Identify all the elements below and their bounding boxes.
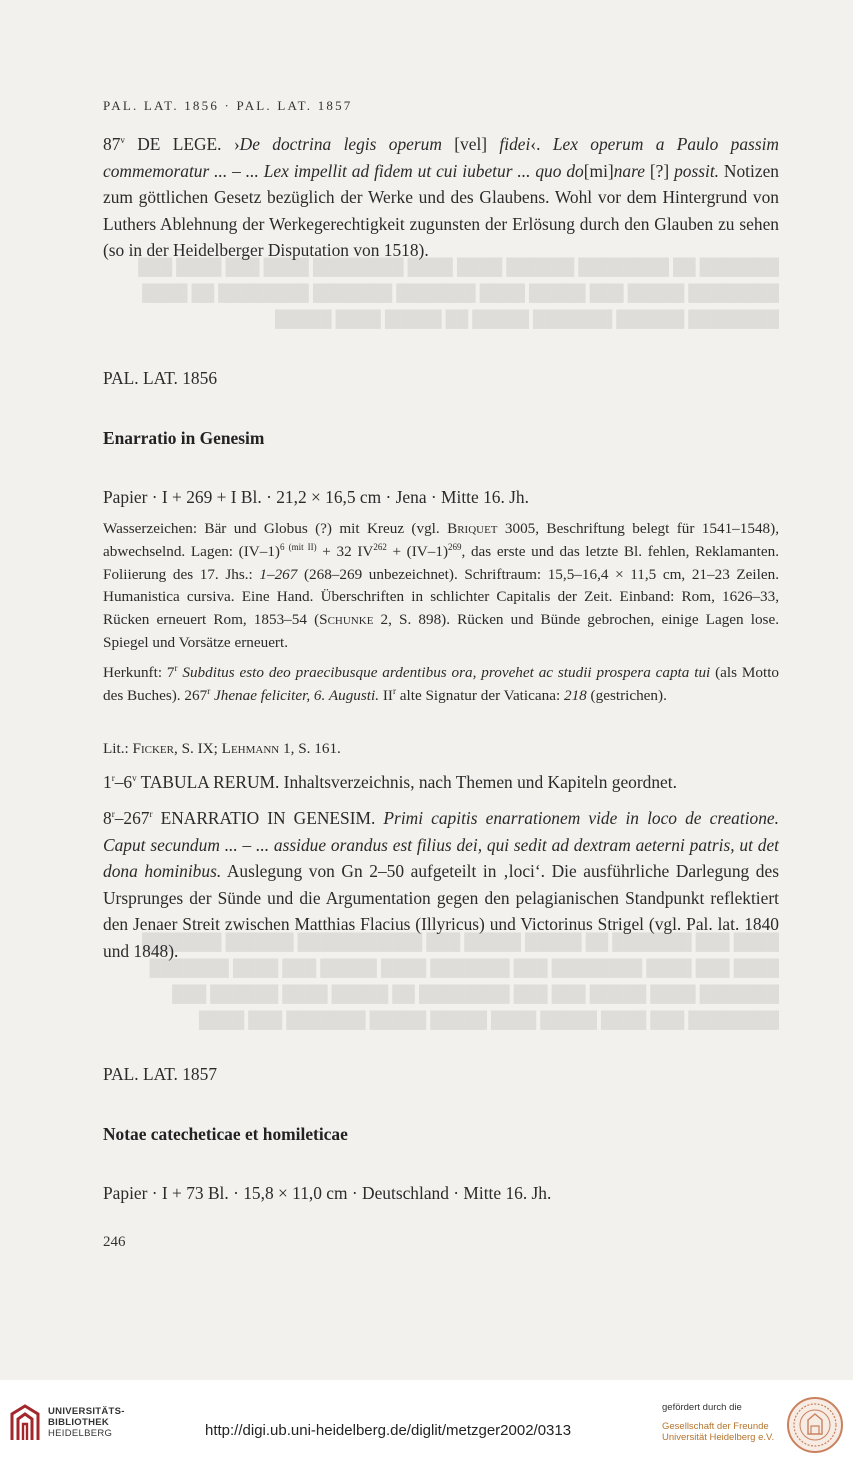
locus-sup: v	[120, 135, 125, 146]
incipit: possit.	[674, 160, 720, 181]
footer-bar	[0, 1380, 853, 1465]
provenance: Herkunft: 7$^r$ Subditus esto deo praecibusque ardentibus ora, provehet ac studii prospera capta tui (als Motto des Buches). 267$^r$ Jhenae feliciter, 6. Augusti. $II^r$ alte Signatur der Vaticana: 218 (gestrichen).	[103, 662, 780, 704]
sponsor-label: gefördert durch die	[662, 1402, 742, 1413]
title-1856: Enarratio in Genesim	[103, 428, 265, 448]
watermark-description: Wasserzeichen: Bär und Globus (?) mit Kreuz (vgl. Briquet 3005, Beschriftung belegt für 1541–1548), abwechselnd. Lagen: $(IV-1)^{6 (mit II)} + 32$ $IV^{262} + (IV-1)^{269}$, das erste und das letzte Bl. fehlen, Reklamanten. Foliierung des 17. Jhs.: 1–267 (268–269 unbezeichnet). Schriftraum: 15,5–16,4 × 11,5 cm, 21–23 Zeilen. Humanistica cursiva. Eine Hand. Überschriften in schlichter Capitalis der Zeit. Einband: Rom, 1626–33, Rücken erneuert Rom, 1853–54 (Schunke 2, S. 898). Rücken und Bünde gebrochen, einige Lagen lose. Spiegel und Vorsätze erneuert.	[103, 520, 780, 651]
entry-description: Notizen zum göttlichen Gesetz bezüglich der Werke und des Glaubens. Wohl vor dem Hintergrund von Luthers Ablehnung der Werkegerechtigkeit zugunsten der Erlösung durch den Glauben zu sehen (so in der Heidelberger Disputation von 1518).	[103, 160, 779, 261]
bleed-through-texture: ████ ███ ███████ ██ █████ █████ ███ ███████████ ██████ ███████ ████ ███ ████ ████████ ███ ███████ ████ █████ ███ ████ ███████ ███████ ████ █████ ███ ███ ████████ ██ █████ ████ ██████ ███ ████████ ███ ████ █████ ████ █████ █████ ███████ ███ ████	[142, 934, 779, 1029]
running-head: PAL. LAT. 1856 · PAL. LAT. 1857	[103, 98, 353, 113]
incipit-close: ‹.	[530, 134, 553, 154]
incipit-bracket: [?]	[649, 160, 675, 181]
incipit: nare	[613, 160, 650, 181]
summary-1857: Papier · I + 73 Bl. · 15,8 × 11,0 cm · Deutschland · Mitte 16. Jh.	[103, 1183, 552, 1203]
page-number: 246	[103, 1234, 126, 1250]
shelfmark-1856: PAL. LAT. 1856	[103, 368, 218, 388]
incipit: fidei	[499, 134, 531, 154]
sponsor-name: Gesellschaft der Freunde Universität Heidelberg e.V.	[662, 1421, 775, 1443]
entry-tabula-rerum: 1$^r$–6$^v$ TABULA RERUM. Inhaltsverzeichnis, nach Themen und Kapiteln geordnet.	[103, 772, 677, 792]
entry-de-lege	[103, 131, 779, 264]
title-1857: Notae catecheticae et homileticae	[103, 1124, 348, 1144]
entry-enarratio: 8$^r$–267$^r$ ENARRATIO IN GENESIM. Primi capitis enarrationem vide in loco de creatione. Caput secundum ... – ... assidue orandus est filius dei, qui sedit ad dextram aeterni patris, ut det dona hominibus. Auslegung von Gn 2–50 aufgeteilt in ‚loci‘. Die ausführliche Darlegung des Ursprunges der Sünde und die Argumentation gegen den pelagianischen Standpunkt reflektiert den Jenaer Streit zwischen Matthias Flacius (Illyricus) und Victorinus Strigel (vgl. Pal. lat. 1840 und 1848).	[103, 808, 779, 961]
literature: Lit.: Ficker, S. IX; Lehmann 1, S. 161.	[103, 740, 341, 757]
incipit: De doctrina legis operum	[239, 134, 455, 154]
ref-schunke: Schunke	[319, 611, 374, 629]
incipit-bracket: [vel]	[454, 134, 500, 154]
entry-title: DE LEGE.	[124, 134, 234, 154]
shelfmark-1857: PAL. LAT. 1857	[103, 1064, 218, 1084]
incipit: Lex operum a Paulo passim commemoratur ... – ... Lex impellit ad fidem ut cui iubetur ... quo do	[103, 134, 779, 181]
locus: 87	[103, 134, 121, 154]
library-name: UNIVERSITÄTS- BIBLIOTHEK HEIDELBERG	[48, 1406, 125, 1439]
ref-briquet: Briquet	[447, 520, 498, 537]
university-seal-icon	[786, 1396, 844, 1454]
library-logo-icon	[8, 1404, 42, 1442]
incipit-open: ›	[233, 134, 240, 154]
incipit-bracket: [mi]	[583, 160, 614, 181]
bleed-through-texture: ███████ ██ ████████ ██████ ████ ████ ████████ ████ ███ ████ ███ ████████ █████ ███ █████ ████ ███████ ███████ ████████ ██ ████ ████████ ██████ ███████ █████ ██ █████ ████ █████	[138, 259, 779, 328]
source-url-link[interactable]: http://digi.ub.uni-heidelberg.de/diglit/metzger2002/0313	[205, 1422, 572, 1439]
summary-1856: Papier · I + 269 + I Bl. · 21,2 × 16,5 cm · Jena · Mitte 16. Jh.	[103, 487, 529, 507]
